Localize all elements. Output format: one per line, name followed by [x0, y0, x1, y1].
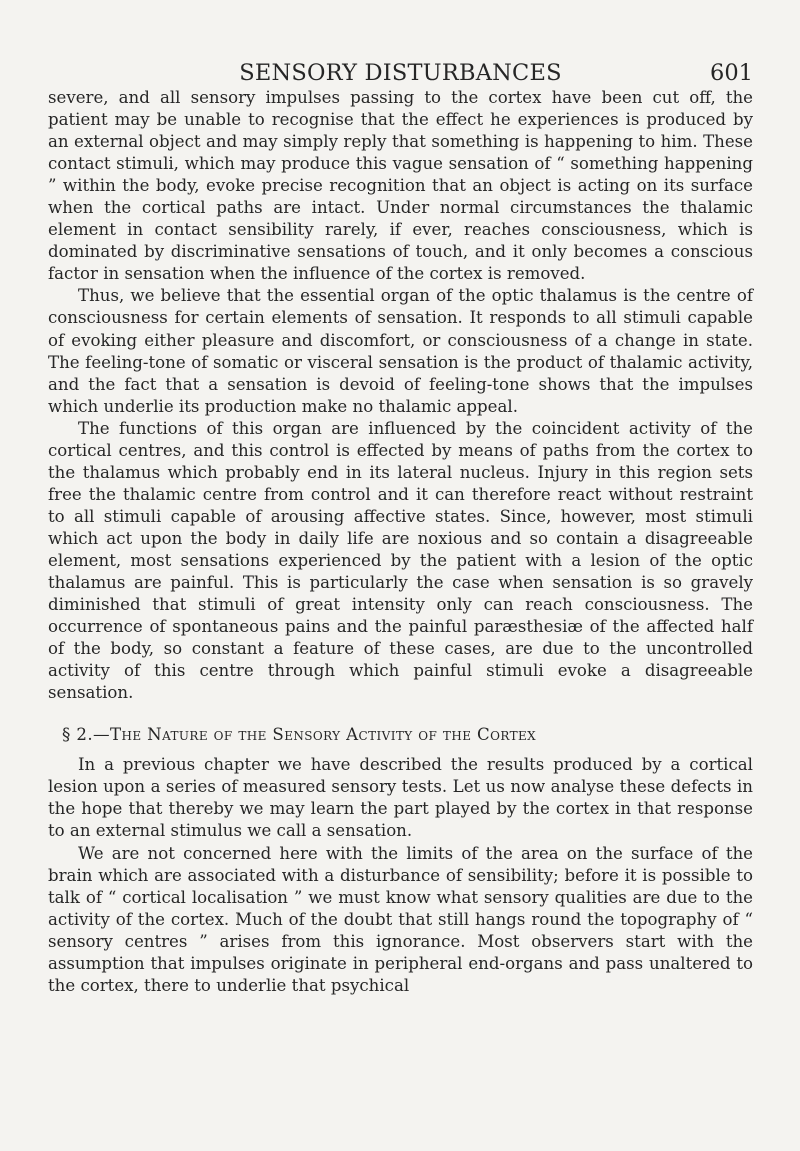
section-heading: § 2.—The Nature of the Sensory Activity of the Cortex: [62, 725, 537, 745]
paragraph-continued: severe, and all sensory impulses passing to the cortex have been cut off, the patient may be unable to recognise that the effect he experiences is produced by an external object and may simply reply that something is happening to him. These contact stimuli, which may produce this vague sensation of “ something happening ” within the body, evoke precise recognition that an object is acting on its surface when the cortical paths are intact. Under normal circumstances the thalamic element in contact sensibility rarely, if ever, reaches consciousness, which is dominated by discriminative sensations of touch, and it only becomes a conscious factor in sensation when the influence of the cortex is removed.: [48, 88, 753, 284]
paragraph: Thus, we believe that the essential organ of the optic thalamus is the centre of consciousness for certain elements of sensation. It responds to all stimuli capable of evoking either pleasure and discomfort, or consciousness of a change in state. The feeling-tone of somatic or visceral sensation is the product of thalamic activity, and the fact that a sensation is devoid of feeling-tone shows that the impulses which underlie its production make no thalamic appeal.: [48, 286, 753, 416]
page-number: 601: [710, 60, 753, 86]
paragraph: We are not concerned here with the limits of the area on the surface of the brain which are associated with a disturbance of sensibility; before it is possible to talk of “ cortical localisation ” we must know what sensory qualities are due to the activity of the cortex. Much of the doubt that still hangs round the topography of “ sensory centres ” arises from this ignorance. Most observers start with the assumption that impulses originate in peripheral end-organs and pass unaltered to the cortex, there to underlie that psychical: [48, 843, 753, 995]
paragraph: The functions of this organ are influenced by the coincident activity of the cortical centres, and this control is effected by means of paths from the cortex to the thalamus which probably end in its lateral nucleus. Injury in this region sets free the thalamic centre from control and it can therefore react without restraint to all stimuli capable of arousing affective states. Since, however, most stimuli which act upon the body in daily life are noxious and so contain a disagreeable element, most sensations experienced by the patient with a lesion of the optic thalamus are painful. This is particularly the case when sensation is so gravely diminished that stimuli of great intensity only can reach consciousness. The occurrence of spontaneous pains and the painful paræsthesiæ of the affected half of the body, so constant a feature of these cases, are due to the uncontrolled activity of this centre through which painful stimuli evoke a disagreeable sensation.: [48, 418, 753, 703]
running-head: [48, 56, 753, 90]
body-text: [48, 87, 753, 997]
paragraph: In a previous chapter we have described the results produced by a cortical lesion upon a series of measured sensory tests. Let us now analyse these defects in the hope that thereby we may learn the part played by the cortex in that response to an external stimulus we call a sensation.: [48, 755, 753, 841]
running-title: SENSORY DISTURBANCES: [239, 60, 562, 86]
